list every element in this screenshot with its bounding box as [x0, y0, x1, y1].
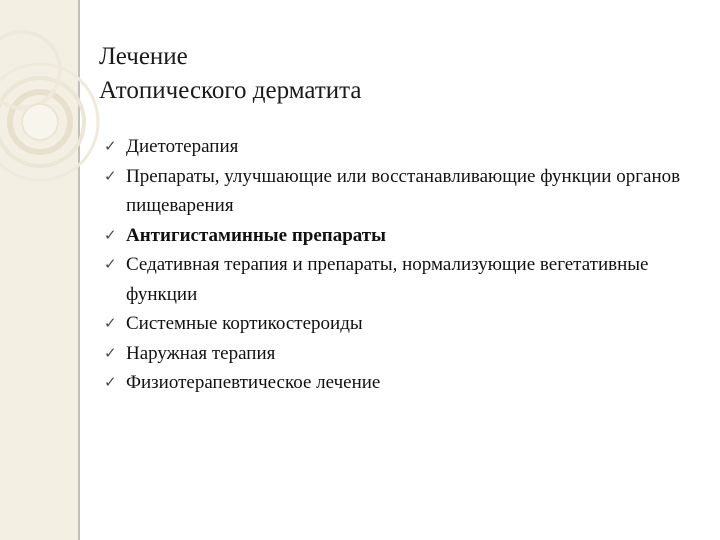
- checkmark-icon: ✓: [104, 343, 117, 362]
- list-item: [104, 132, 704, 162]
- list-item: [104, 339, 704, 369]
- list-item-text: Препараты, улучшающие или восстанавливающие функции органов пищеварения: [126, 165, 681, 216]
- band-divider-line: [78, 0, 80, 540]
- treatment-list: [104, 132, 704, 398]
- list-item-text: Антигистаминные препараты: [126, 224, 386, 246]
- left-decorative-band: [0, 0, 78, 540]
- title-line-1: Лечение: [99, 43, 188, 70]
- slide-title: [99, 40, 361, 108]
- list-item: [104, 162, 704, 221]
- list-item-text: Физиотерапевтическое лечение: [126, 372, 381, 393]
- list-item: [104, 221, 704, 251]
- list-item: [104, 250, 704, 309]
- checkmark-icon: ✓: [104, 255, 117, 273]
- list-item-text: Системные кортикостероиды: [126, 313, 363, 334]
- list-item-text: Диетотерапия: [126, 136, 239, 157]
- list-item: [104, 368, 704, 398]
- list-item-text: Наружная терапия: [126, 342, 276, 364]
- list-item: [104, 309, 704, 339]
- checkmark-icon: ✓: [104, 137, 117, 155]
- checkmark-icon: ✓: [104, 373, 117, 391]
- checkmark-icon: ✓: [104, 225, 117, 244]
- list-item-text: Седативная терапия и препараты, нормализующие вегетативные функции: [126, 254, 649, 305]
- title-line-2: Атопического дерматита: [99, 77, 362, 104]
- checkmark-icon: ✓: [104, 166, 117, 185]
- checkmark-icon: ✓: [104, 314, 117, 332]
